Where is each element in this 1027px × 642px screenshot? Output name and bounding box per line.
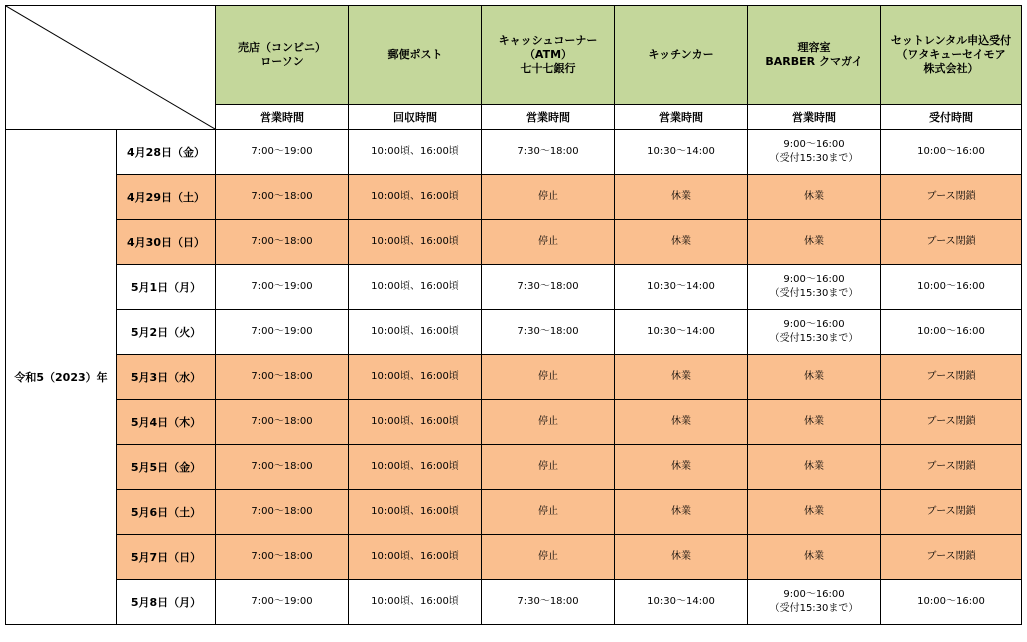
hours-text: 7:30～18:00 (517, 596, 579, 607)
hours-text: 10:00～16:00 (917, 326, 985, 337)
hours-cell (216, 445, 349, 490)
hours-cell (615, 535, 748, 580)
table-row (6, 535, 1022, 580)
hours-cell (748, 445, 881, 490)
hours-cell (349, 265, 482, 310)
hours-text: 休業 (671, 461, 691, 472)
facility-name-line: 七十七銀行 (520, 62, 576, 75)
corner-diagonal-cell (6, 6, 216, 130)
hours-cell (615, 445, 748, 490)
hours-text: 休業 (804, 371, 824, 382)
hours-cell (216, 535, 349, 580)
hours-cell (748, 580, 881, 625)
hours-cell (615, 310, 748, 355)
hours-text: 停止 (538, 371, 558, 382)
hours-text: ブース閉鎖 (926, 506, 976, 517)
hours-cell (482, 490, 615, 535)
date-cell: 5月3日（水） (117, 355, 216, 400)
hours-text: 10:00頃、16:00頃 (371, 281, 459, 292)
hours-text: 10:00頃、16:00頃 (371, 326, 459, 337)
hours-text: （受付15:30まで） (769, 603, 859, 614)
facility-header-row (6, 6, 1022, 105)
hours-text: 9:00～16:00 (783, 274, 845, 285)
hours-text: 7:30～18:00 (517, 326, 579, 337)
hours-cell (216, 130, 349, 175)
hours-text: ブース閉鎖 (926, 236, 976, 247)
hours-text: 停止 (538, 551, 558, 562)
hours-cell (615, 490, 748, 535)
hours-text: 休業 (671, 551, 691, 562)
hours-cell (349, 445, 482, 490)
hours-cell (748, 265, 881, 310)
hours-cell (881, 175, 1022, 220)
hours-cell (216, 490, 349, 535)
hours-text: 休業 (804, 461, 824, 472)
table-row (6, 220, 1022, 265)
hours-text: 停止 (538, 236, 558, 247)
hours-text: 9:00～16:00 (783, 139, 845, 150)
date-cell: 5月7日（日） (117, 535, 216, 580)
table-row (6, 580, 1022, 625)
date-cell: 5月5日（金） (117, 445, 216, 490)
hours-text: 休業 (804, 416, 824, 427)
hours-cell (482, 580, 615, 625)
facility-name-line: 郵便ポスト (387, 48, 443, 61)
table-row (6, 130, 1022, 175)
facility-name-line: （ATM） (523, 48, 573, 61)
hours-text: 10:30～14:00 (647, 146, 715, 157)
hours-cell (349, 310, 482, 355)
hours-cell (748, 175, 881, 220)
hours-cell (615, 400, 748, 445)
hours-cell (615, 175, 748, 220)
table-row (6, 400, 1022, 445)
facility-header-2 (482, 6, 615, 105)
hours-cell (216, 175, 349, 220)
hours-text: 9:00～16:00 (783, 319, 845, 330)
hours-cell (349, 355, 482, 400)
hours-text: （受付15:30まで） (769, 333, 859, 344)
hours-text: 10:00頃、16:00頃 (371, 146, 459, 157)
time-label-2: 営業時間 (482, 105, 615, 130)
facility-header-0 (216, 6, 349, 105)
hours-cell (615, 580, 748, 625)
hours-cell (881, 535, 1022, 580)
hours-text: 10:30～14:00 (647, 326, 715, 337)
hours-text: 7:00～18:00 (251, 236, 313, 247)
date-cell: 4月29日（土） (117, 175, 216, 220)
hours-cell (748, 130, 881, 175)
table-row (6, 490, 1022, 535)
hours-text: 7:00～19:00 (251, 326, 313, 337)
hours-cell (482, 175, 615, 220)
facility-name-line: ローソン (260, 55, 304, 68)
hours-cell (216, 355, 349, 400)
hours-text: 10:00～16:00 (917, 146, 985, 157)
facility-name-line: （ワタキューセイモア (896, 48, 1006, 61)
hours-text: 10:00頃、16:00頃 (371, 191, 459, 202)
hours-cell (881, 580, 1022, 625)
hours-text: 休業 (804, 551, 824, 562)
hours-text: 7:00～19:00 (251, 146, 313, 157)
hours-text: 7:00～18:00 (251, 551, 313, 562)
hours-text: 7:00～19:00 (251, 596, 313, 607)
table-row (6, 265, 1022, 310)
time-label-4: 営業時間 (748, 105, 881, 130)
table-row (6, 355, 1022, 400)
date-cell: 5月6日（土） (117, 490, 216, 535)
facility-name-line: 売店（コンビニ） (238, 41, 326, 54)
date-cell: 4月30日（日） (117, 220, 216, 265)
hours-cell (349, 220, 482, 265)
hours-cell (349, 490, 482, 535)
hours-cell (881, 265, 1022, 310)
date-cell: 5月1日（月） (117, 265, 216, 310)
hours-cell (482, 535, 615, 580)
hours-cell (482, 355, 615, 400)
date-cell: 4月28日（金） (117, 130, 216, 175)
facility-name-line: 株式会社） (923, 62, 979, 75)
hours-text: 停止 (538, 461, 558, 472)
facility-name-line: キッチンカー (648, 48, 714, 61)
hours-cell (482, 265, 615, 310)
hours-cell (482, 400, 615, 445)
schedule-table (5, 5, 1022, 625)
hours-cell (881, 355, 1022, 400)
hours-cell (881, 490, 1022, 535)
facility-name-line: 理容室 (797, 41, 831, 54)
facility-header-4 (748, 6, 881, 105)
date-cell: 5月8日（月） (117, 580, 216, 625)
time-label-1: 回収時間 (349, 105, 482, 130)
hours-text: 10:00頃、16:00頃 (371, 461, 459, 472)
diagonal-line (6, 6, 215, 129)
hours-text: 10:00頃、16:00頃 (371, 371, 459, 382)
hours-text: 10:00～16:00 (917, 596, 985, 607)
hours-text: 休業 (804, 191, 824, 202)
hours-text: 停止 (538, 416, 558, 427)
hours-cell (748, 310, 881, 355)
hours-text: 停止 (538, 506, 558, 517)
hours-cell (216, 265, 349, 310)
facility-header-3 (615, 6, 748, 105)
hours-cell (615, 265, 748, 310)
hours-text: 10:30～14:00 (647, 281, 715, 292)
hours-text: 休業 (671, 191, 691, 202)
hours-text: 休業 (671, 416, 691, 427)
hours-text: 7:30～18:00 (517, 281, 579, 292)
hours-text: 10:30～14:00 (647, 596, 715, 607)
time-label-3: 営業時間 (615, 105, 748, 130)
time-label-0: 営業時間 (216, 105, 349, 130)
hours-text: 10:00頃、16:00頃 (371, 416, 459, 427)
hours-cell (615, 130, 748, 175)
hours-cell (482, 445, 615, 490)
hours-text: ブース閉鎖 (926, 371, 976, 382)
hours-text: 7:00～18:00 (251, 506, 313, 517)
hours-cell (216, 580, 349, 625)
facility-name-line: BARBER クマガイ (765, 55, 863, 68)
hours-cell (748, 220, 881, 265)
hours-text: 9:00～16:00 (783, 589, 845, 600)
hours-text: ブース閉鎖 (926, 416, 976, 427)
schedule-body (6, 6, 1022, 625)
hours-cell (881, 220, 1022, 265)
hours-cell (881, 445, 1022, 490)
facility-header-5 (881, 6, 1022, 105)
hours-text: 7:00～18:00 (251, 371, 313, 382)
hours-cell (216, 400, 349, 445)
hours-cell (482, 130, 615, 175)
hours-text: 休業 (804, 506, 824, 517)
hours-cell (748, 535, 881, 580)
hours-cell (615, 355, 748, 400)
hours-text: 7:00～18:00 (251, 461, 313, 472)
hours-text: 休業 (671, 506, 691, 517)
hours-text: ブース閉鎖 (926, 191, 976, 202)
hours-cell (482, 220, 615, 265)
hours-cell (748, 490, 881, 535)
hours-cell (482, 310, 615, 355)
hours-cell (881, 400, 1022, 445)
hours-text: 7:00～18:00 (251, 416, 313, 427)
facility-name-line: キャッシュコーナー (498, 34, 598, 47)
hours-text: （受付15:30まで） (769, 153, 859, 164)
date-cell: 5月2日（火） (117, 310, 216, 355)
hours-text: 7:30～18:00 (517, 146, 579, 157)
hours-text: 10:00頃、16:00頃 (371, 596, 459, 607)
hours-text: 7:00～19:00 (251, 281, 313, 292)
date-cell: 5月4日（木） (117, 400, 216, 445)
facility-header-1 (349, 6, 482, 105)
hours-text: 10:00頃、16:00頃 (371, 551, 459, 562)
hours-text: 休業 (671, 236, 691, 247)
hours-cell (216, 220, 349, 265)
hours-text: 10:00頃、16:00頃 (371, 236, 459, 247)
table-row (6, 175, 1022, 220)
hours-text: ブース閉鎖 (926, 461, 976, 472)
hours-text: 停止 (538, 191, 558, 202)
hours-cell (349, 130, 482, 175)
hours-cell (881, 130, 1022, 175)
hours-cell (881, 310, 1022, 355)
hours-cell (349, 175, 482, 220)
era-year-cell: 令和5（2023）年 (6, 130, 117, 625)
hours-text: 休業 (804, 236, 824, 247)
hours-cell (349, 580, 482, 625)
hours-cell (216, 310, 349, 355)
hours-cell (349, 400, 482, 445)
hours-text: （受付15:30まで） (769, 288, 859, 299)
hours-text: 休業 (671, 371, 691, 382)
hours-cell (748, 400, 881, 445)
facility-name-line: セットレンタル申込受付 (890, 34, 1012, 47)
hours-text: 10:00～16:00 (917, 281, 985, 292)
hours-cell (349, 535, 482, 580)
hours-text: 7:00～18:00 (251, 191, 313, 202)
table-row (6, 310, 1022, 355)
time-label-5: 受付時間 (881, 105, 1022, 130)
table-row (6, 445, 1022, 490)
hours-cell (615, 220, 748, 265)
hours-cell (748, 355, 881, 400)
hours-text: ブース閉鎖 (926, 551, 976, 562)
hours-text: 10:00頃、16:00頃 (371, 506, 459, 517)
